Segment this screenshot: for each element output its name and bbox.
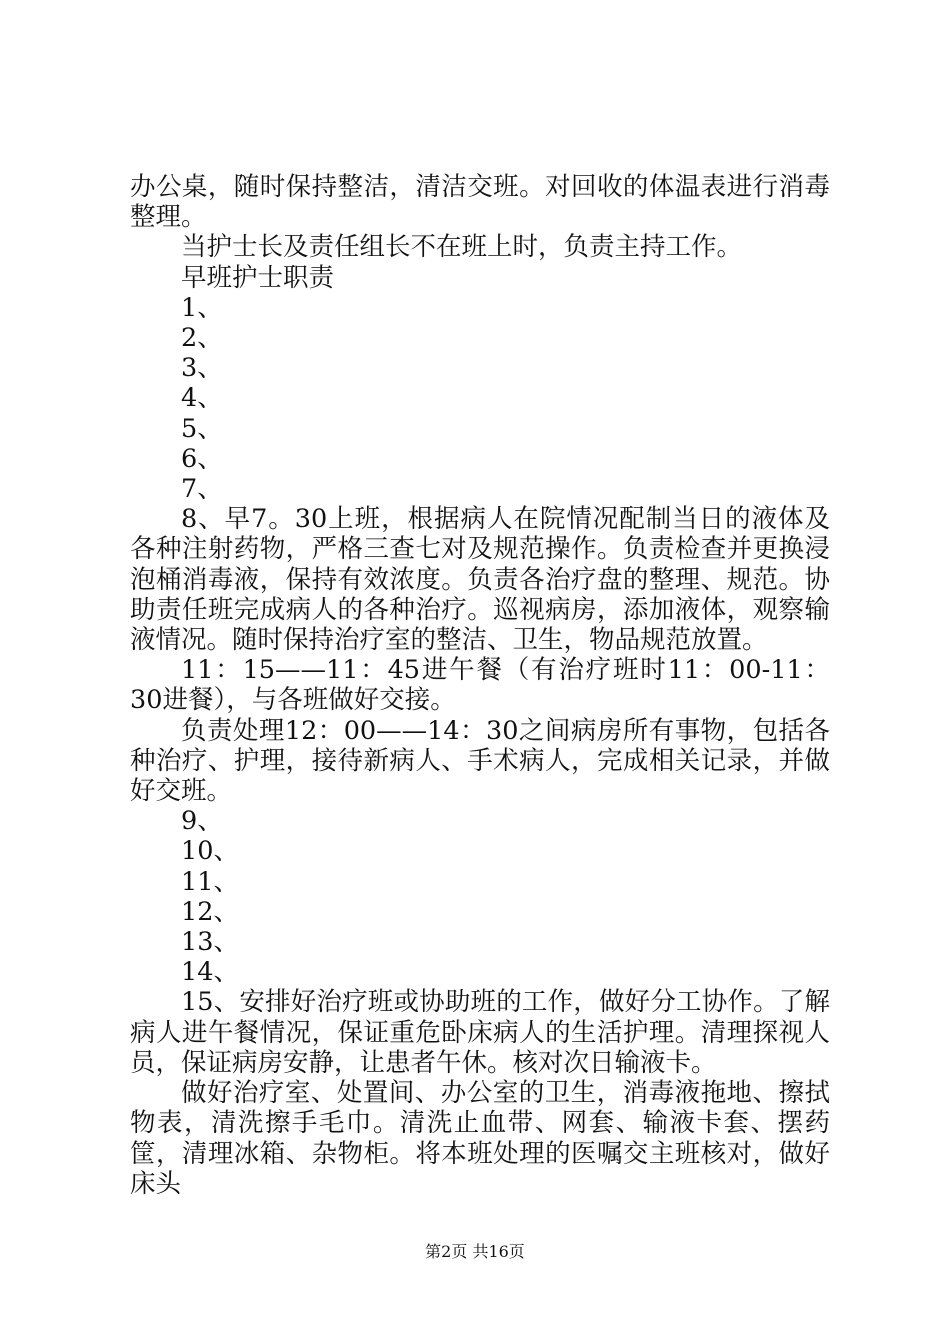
paragraph: 办公桌，随时保持整洁，清洁交班。对回收的体温表进行消毒整理。 bbox=[130, 172, 830, 233]
section-heading: 早班护士职责 bbox=[181, 262, 335, 293]
list-item: 1、 bbox=[181, 292, 223, 323]
list-item: 11、 bbox=[181, 866, 239, 897]
list-item: 10、 bbox=[181, 836, 239, 867]
paragraph: 负责处理12：00——14：30之间病房所有事物，包括各种治疗、护理，接待新病人、手术病人，完成相关记录，并做好交班。 bbox=[130, 715, 830, 807]
document-body bbox=[130, 172, 830, 1199]
paragraph: 11：15——11：45进午餐（有治疗班时11：00-11：30进餐），与各班做好交接。 bbox=[130, 655, 830, 716]
paragraph: 做好治疗室、处置间、办公室的卫生，消毒液拖地、擦拭物表，清洗擦手毛巾。清洗止血带、网套、输液卡套、摆药筐，清理冰箱、杂物柜。将本班处理的医嘱交主班核对，做好床头 bbox=[130, 1078, 830, 1199]
page-number-footer: 第2页 共16页 bbox=[425, 1242, 525, 1261]
list-item: 15、安排好治疗班或协助班的工作，做好分工协作。了解病人进午餐情况，保证重危卧床病人的生活护理。清理探视人员，保证病房安静，让患者午休。核对次日输液卡。 bbox=[130, 987, 830, 1078]
list-item: 5、 bbox=[181, 413, 223, 444]
list-item: 3、 bbox=[181, 353, 223, 384]
list-item: 4、 bbox=[181, 383, 223, 414]
list-item: 6、 bbox=[181, 443, 223, 474]
list-item: 7、 bbox=[181, 474, 223, 505]
list-item: 8、早7。30上班，根据病人在院情况配制当日的液体及各种注射药物，严格三查七对及规范操作。负责检查并更换浸泡桶消毒液，保持有效浓度。负责各治疗盘的整理、规范。协助责任班完成病人的各种治疗。巡视病房，添加液体，观察输液情况。随时保持治疗室的整洁、卫生，物品规范放置。 bbox=[130, 504, 830, 656]
list-item: 14、 bbox=[181, 957, 239, 988]
list-item: 9、 bbox=[181, 806, 223, 837]
list-item: 12、 bbox=[181, 896, 239, 927]
paragraph: 当护士长及责任组长不在班上时，负责主持工作。 bbox=[181, 232, 743, 263]
list-item: 13、 bbox=[181, 927, 239, 958]
list-item: 2、 bbox=[181, 323, 223, 354]
